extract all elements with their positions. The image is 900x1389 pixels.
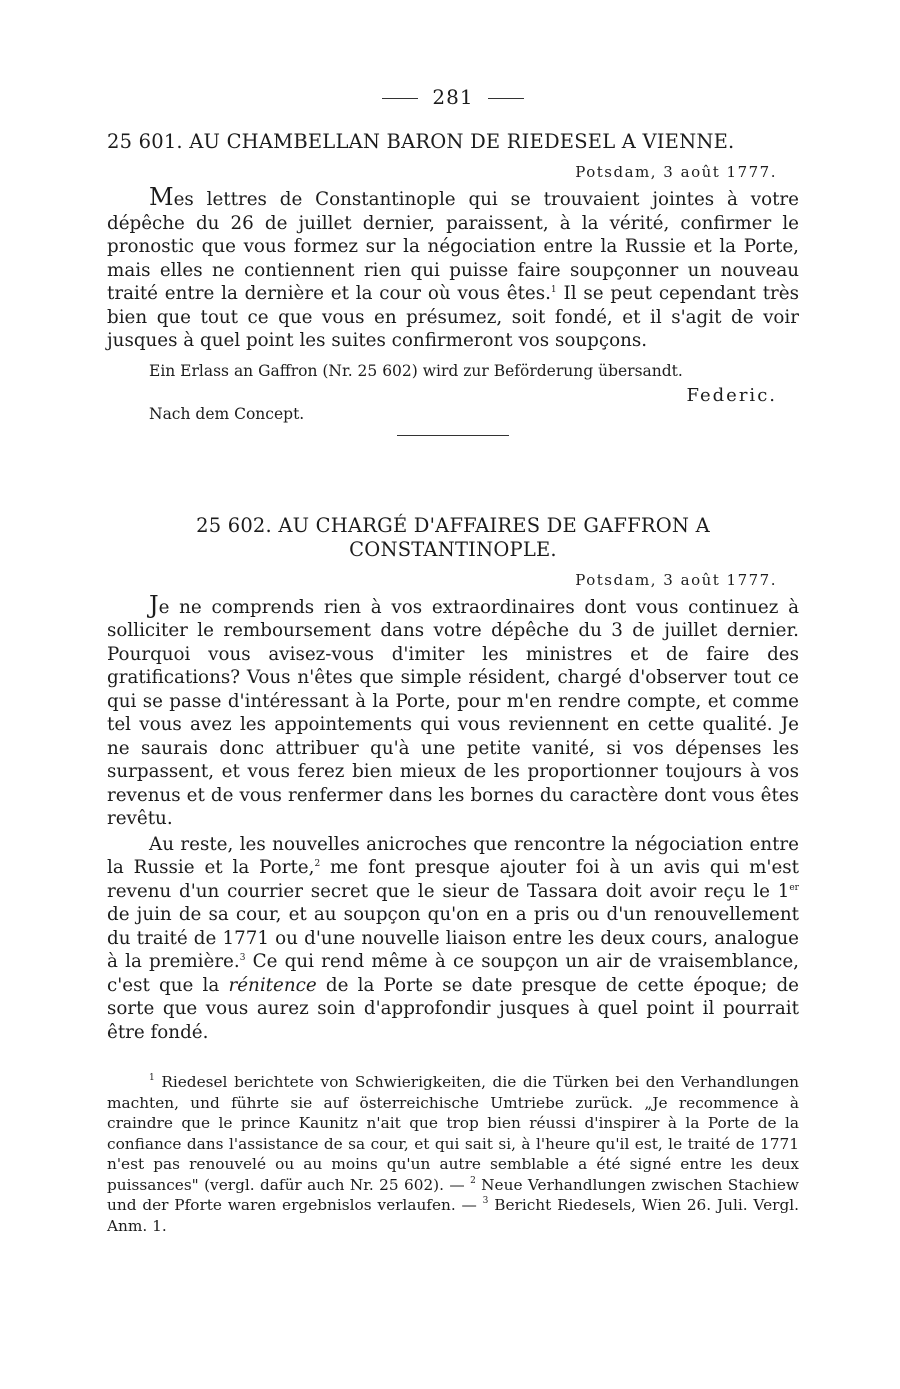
footnote-ref-2[interactable]: 2 bbox=[314, 859, 321, 869]
footnotes bbox=[107, 1072, 799, 1236]
letter1-text-b: Il se peut cependant très bien que tout ce que vous en présumez, soit fondé, et il s'agit de voir jusques à quel point les suites confirmeront vos soupçons. bbox=[107, 283, 799, 351]
letter2-paragraph-2 bbox=[107, 833, 799, 1045]
header-dash-right bbox=[488, 98, 524, 99]
header-dash-left bbox=[382, 98, 418, 99]
footnote-ref-1[interactable]: 1 bbox=[550, 285, 557, 295]
letter2-place-date: Potsdam, 3 août 1777. bbox=[575, 570, 777, 589]
footnote-text-3: Bericht Riedesels, Wien 26. Juli. Vergl. Anm. 1. bbox=[107, 1196, 799, 1235]
letter2-title-line1: AU CHARGÉ D'AFFAIRES DE GAFFRON A bbox=[278, 513, 710, 537]
letter1-initial: M bbox=[149, 183, 174, 211]
letter2-p2-d: Ce qui rend même à ce soupçon un air de vraisemblance, c'est que la bbox=[107, 951, 799, 996]
letter2-p1-text: e ne comprends rien à vos extraordinaires dont vous continuez à solliciter le remboursement dans votre dépêche du 3 de juillet dernier. Pourquoi vous avisez-vous d'imiter les ministres et de faire des gratifications? Vous n'êtes que simple résident, chargé d'observer tout ce qui se passe d'intéressant à la Porte, pour m'en rendre compte, et comme tel vous avez les appointements qui vous reviennent en cette qualité. Je ne saurais donc attribuer qu'à une petite vanité, si vos dépenses les surpassent, et vous ferez bien mieux de les proportionner toujours à vos revenus et de vous renfermer dans les bornes du caractère dont vous êtes revêtu. bbox=[107, 596, 799, 829]
letter1-source: Nach dem Concept. bbox=[149, 404, 305, 423]
letter1-number: 25 601. bbox=[107, 130, 183, 153]
footnote-text-1: Riedesel berichtete von Schwierigkeiten, die die Türken bei den Verhandlungen machten, und führte sie auf österreichische Umtriebe zurück. „Je recommence à craindre que le prince Kaunitz n'ait que trop bien réussi d'inspirer à la Porte de la confiance dans l'assistance de sa cour, et qui sait si, à l'heure qu'il est, le traité de 1771 n'est pas renouvelé ou au moins qu'un autre semblable a été signé entre les deux puissances" (vergl. dafür auch Nr. 25 602). — bbox=[107, 1073, 799, 1194]
letter2-heading-line1 bbox=[107, 514, 799, 538]
letter2-p2-a: Au reste, les nouvelles anicroches que rencontre la négociation entre la Russie et la Porte, bbox=[107, 833, 799, 878]
letter2-initial: J bbox=[149, 590, 159, 619]
letter1-signature: Federic. bbox=[686, 384, 777, 406]
letter2-paragraph-1 bbox=[107, 590, 799, 831]
page-number: 281 bbox=[432, 85, 474, 109]
letter2-p2-e: de la Porte se date presque de cette époque; de sorte que vous aurez soin d'approfondir jusques à quel point il pourrait être fondé. bbox=[107, 974, 799, 1043]
footnote-mark-1: 1 bbox=[149, 1073, 155, 1083]
ordinal-superscript: er bbox=[789, 882, 799, 893]
footnote-mark-3: 3 bbox=[482, 1196, 489, 1206]
letter1-body bbox=[107, 183, 799, 353]
letter1-closing bbox=[107, 381, 799, 427]
book-page bbox=[107, 84, 799, 1236]
letter1-heading bbox=[107, 130, 799, 154]
letter2-p2-b: me font presque ajouter foi à un avis qui m'est revenu d'un courrier secret que le sieur de Tassara doit avoir reçu le 1 bbox=[107, 857, 799, 902]
page-header bbox=[107, 84, 799, 110]
footnote-text-2: Neue Verhandlungen zwischen Stachiew und der Pforte waren ergebnislos verlaufen. — bbox=[107, 1175, 799, 1214]
letter2-p2-c: de juin de sa cour, et au soupçon qu'on en a pris ou d'un renouvellement du traité de 1771 ou d'une nouvelle liaison entre les deux cours, analogue à la première. bbox=[107, 904, 799, 972]
letter1-title: AU CHAMBELLAN BARON DE RIEDESEL A VIENNE. bbox=[189, 130, 735, 153]
letter1-editorial-note: Ein Erlass an Gaffron (Nr. 25 602) wird zur Beförderung übersandt. bbox=[149, 361, 683, 380]
letter2-p2-emphasis: rénitence bbox=[228, 974, 317, 996]
letter2-number: 25 602. bbox=[196, 513, 272, 537]
letter2-title-line2: CONSTANTINOPLE. bbox=[349, 537, 557, 561]
letter1-place-date: Potsdam, 3 août 1777. bbox=[575, 163, 777, 181]
footnote-mark-2: 2 bbox=[470, 1175, 476, 1186]
footnote-ref-3[interactable]: 3 bbox=[239, 953, 246, 963]
letter2-heading bbox=[107, 514, 799, 562]
letter1-text-a: es lettres de Constantinople qui se trouvaient jointes à votre dépêche du 26 de juillet dernier, paraissent, à la vérité, confirmer le pronostic que vous formez sur la négociation entre la Russie et la Porte, mais elles ne contiennent rien qui puisse faire soupçonner un nouveau traité entre la dernière et la cour où vous êtes. bbox=[107, 189, 799, 304]
